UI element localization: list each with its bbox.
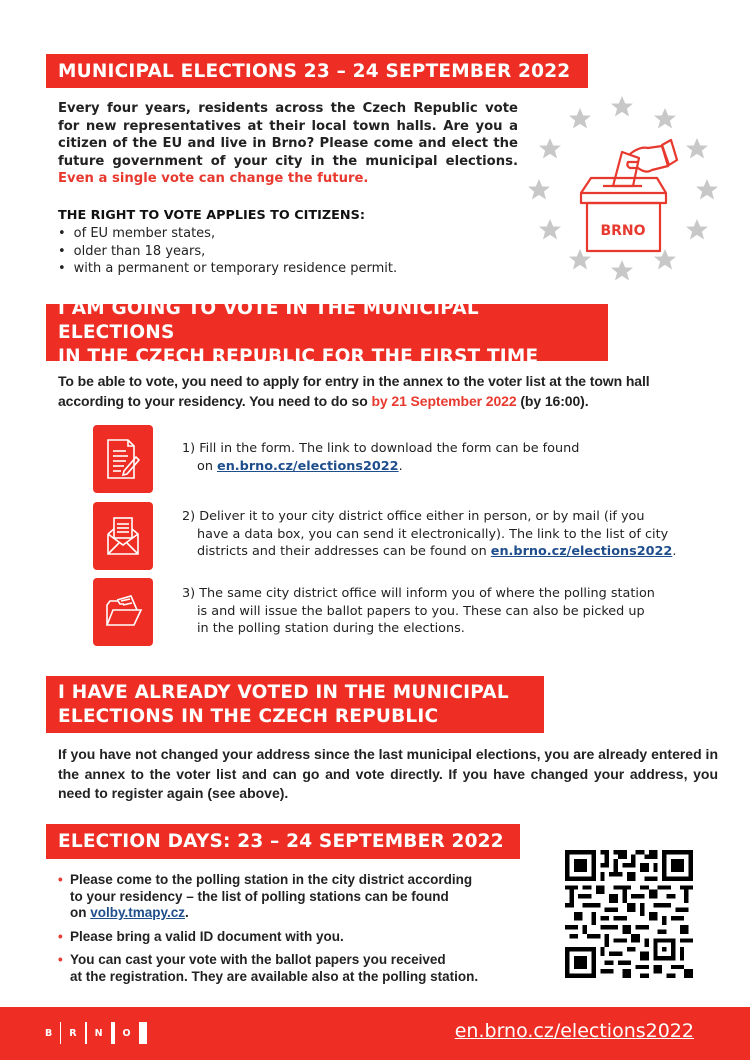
already-voted-title-line2: ELECTIONS IN THE CZECH REPUBLIC [58, 705, 439, 727]
already-voted-title-line1: I HAVE ALREADY VOTED IN THE MUNICIPAL [58, 681, 509, 703]
logo-letter: B [45, 1027, 53, 1039]
rights-item: • older than 18 years, [58, 243, 397, 261]
ballot-box-label: BRNO [600, 223, 646, 239]
step-text: is and will issue the ballot papers to you. These can also be picked up [197, 603, 645, 619]
step-text: The same city district office will inform you of where the polling station [199, 586, 655, 601]
main-title-banner [46, 54, 588, 88]
folder-icon [93, 578, 153, 646]
first-time-title-line2: IN THE CZECH REPUBLIC FOR THE FIRST TIME [58, 345, 539, 367]
logo-letter: O [122, 1027, 131, 1039]
first-time-text: To be able to vote, you need to apply for entry in the annex to the voter list at the town hall according to your residency. You need to do so [58, 373, 650, 409]
deadline-highlight: by 21 September 2022 [371, 392, 517, 409]
intro-highlight: Even a single vote can change the future. [58, 171, 369, 186]
item-text: to your residency – the list of polling stations can be found [70, 888, 449, 904]
step-2 [182, 508, 676, 561]
form-icon [93, 425, 153, 493]
step-text: . [398, 458, 403, 474]
step-text: on [197, 458, 218, 474]
intro-paragraph [58, 100, 518, 188]
polling-stations-link[interactable]: volby.tmapy.cz [90, 905, 186, 920]
footer-elections-link[interactable]: en.brno.cz/elections2022 [454, 1020, 694, 1042]
election-days-banner [46, 824, 520, 859]
deadline-time: (by 16:00). [516, 392, 589, 409]
logo-bar [60, 1022, 61, 1044]
rights-list [58, 225, 397, 278]
step-text: Fill in the form. The link to download the form can be found [199, 441, 580, 456]
form-download-link[interactable]: en.brno.cz/elections2022 [217, 458, 399, 474]
item-text: • You can cast your vote with the ballot papers you received [70, 952, 446, 967]
envelope-icon [93, 502, 153, 570]
first-time-banner [46, 297, 608, 367]
rights-title: THE RIGHT TO VOTE APPLIES TO CITIZENS: [58, 208, 365, 223]
step-text: Deliver it to your city district office either in person, or by mail (if you [199, 509, 645, 524]
intro-text: Every four years, residents across the Czech Republic vote for new representatives at their local town halls. Are you a citizen of the EU and live in Brno? Please come and elect the future government of your city in the municipal elections. [58, 101, 518, 169]
city-districts-link[interactable]: en.brno.cz/elections2022 [490, 544, 673, 559]
rights-item: • with a permanent or temporary residence permit. [58, 260, 397, 278]
step-3 [182, 585, 655, 638]
step-text: have a data box, you can send it electronically). The link to the list of city [197, 526, 669, 542]
election-days-title: ELECTION DAYS: 23 – 24 SEPTEMBER 2022 [58, 831, 504, 852]
first-time-title-line1: I AM GOING TO VOTE IN THE MUNICIPAL ELECTIONS [58, 297, 479, 343]
logo-letter: N [94, 1027, 103, 1039]
item-text: • Please bring a valid ID document with you. [70, 928, 344, 944]
already-voted-banner [46, 676, 544, 733]
brno-logo [45, 1021, 155, 1045]
step-text: districts and their addresses can be found on [197, 544, 491, 559]
election-day-item [58, 929, 553, 946]
step-number: 2) [182, 509, 196, 524]
step-number: 1) [182, 441, 196, 456]
eu-stars-icon [528, 96, 718, 281]
step-number: 3) [182, 586, 196, 601]
main-title: MUNICIPAL ELECTIONS 23 – 24 SEPTEMBER 2022 [58, 60, 571, 82]
item-text: • Please come to the polling station in the city district according [70, 872, 473, 887]
logo-bar [85, 1022, 87, 1044]
election-days-list [58, 872, 553, 992]
already-voted-paragraph: If you have not changed your address since the last municipal elections, you are already entered in the annex to the voter list and can go and vote directly. If you have changed your address, you need to register again (see above). [58, 746, 718, 801]
step-1 [182, 440, 579, 475]
election-day-item [58, 872, 553, 922]
election-day-item [58, 952, 553, 985]
rights-item: • of EU member states, [58, 225, 397, 243]
item-text: at the registration. They are available also at the polling station. [70, 968, 479, 984]
first-time-paragraph [58, 372, 718, 411]
logo-bar [111, 1022, 115, 1044]
footer [0, 1007, 750, 1060]
step-text: in the polling station during the elections. [197, 621, 465, 636]
qr-code[interactable] [565, 849, 693, 979]
step-text: . [672, 544, 677, 559]
item-text: . [185, 905, 189, 920]
ballot-box-illustration [525, 90, 745, 285]
logo-bar [139, 1022, 147, 1044]
logo-letter: R [69, 1027, 77, 1039]
item-text: on [70, 905, 91, 920]
